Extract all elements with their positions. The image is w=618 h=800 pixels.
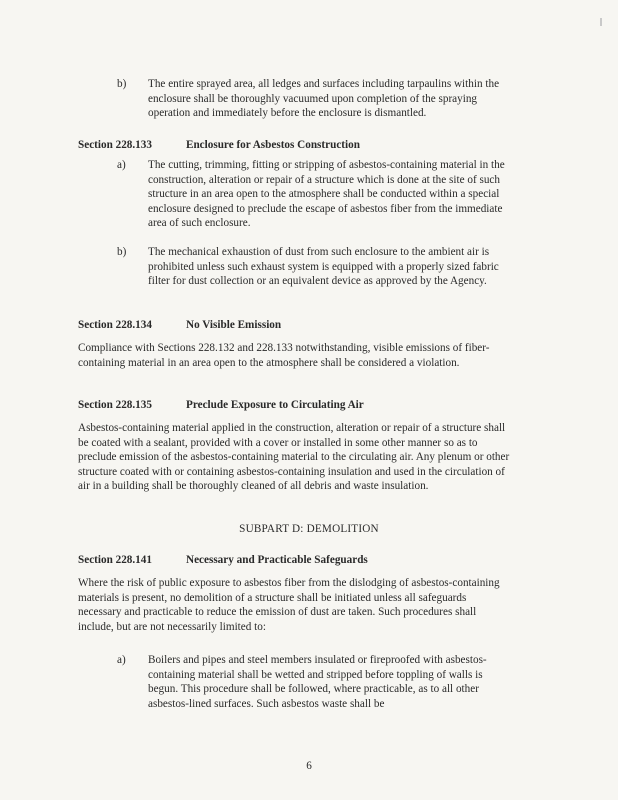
item-label: b) [117, 246, 127, 258]
list-item-a-cutting [117, 158, 512, 231]
item-label: b) [117, 78, 127, 90]
item-label: a) [117, 654, 126, 666]
section-number: Section 228.134 [78, 319, 152, 331]
section-228-141-text: Where the risk of public exposure to asbestos fiber from the dislodging of asbestos-containing materials is present, no demolition of a structure shall be initiated unless all safeguards necessary and practicable to reduce the emission of dust are taken. Such procedures shall include, but are not necessarily limited to: [78, 577, 500, 633]
section-heading-228-135 [78, 398, 364, 412]
section-title: Enclosure for Asbestos Construction [186, 139, 360, 151]
section-title: Preclude Exposure to Circulating Air [186, 399, 364, 411]
list-item-a-boilers [117, 653, 512, 711]
item-label: a) [117, 159, 126, 171]
section-number: Section 228.141 [78, 554, 152, 566]
list-item-b-spraying [117, 77, 512, 121]
item-text: Boilers and pipes and steel members insulated or fireproofed with asbestos-containing material shall be wetted and stripped before toppling of walls is begun. This procedure shall be followed, where practicable, as to all other asbestos-lined surfaces. Such asbestos waste shall be [148, 654, 487, 710]
page-number: 6 [306, 760, 312, 772]
section-228-134-text: Compliance with Sections 228.132 and 228.133 notwithstanding, visible emissions of fiber-containing material in an area open to the atmosphere shall be considered a violation. [78, 342, 490, 369]
section-title: No Visible Emission [186, 319, 282, 331]
section-title: Necessary and Practicable Safeguards [186, 554, 368, 566]
section-number: Section 228.133 [78, 139, 152, 151]
section-heading-228-134 [78, 318, 281, 332]
item-text: The mechanical exhaustion of dust from such enclosure to the ambient air is prohibited unless such exhaust system is equipped with a properly sized fabric filter for dust collection or an equivalent device as approved by the Agency. [148, 246, 499, 287]
section-heading-228-141 [78, 553, 368, 567]
list-item-b-exhaustion [117, 245, 512, 289]
section-number: Section 228.135 [78, 399, 152, 411]
scan-mark [600, 18, 602, 26]
subpart-heading: SUBPART D: DEMOLITION [239, 523, 379, 535]
section-228-135-text: Asbestos-containing material applied in the construction, alteration or repair of a structure shall be coated with a sealant, provided with a cover or installed in some other manner so as to preclude emission of the asbestos-containing material to the circulating air. Any plenum or other structure coated with or containing asbestos-containing insulation and used in the circulation of air in a building shall be thoroughly cleaned of all debris and waste insulation. [78, 422, 510, 492]
section-heading-228-133 [78, 138, 360, 152]
item-text: The entire sprayed area, all ledges and surfaces including tarpaulins within the enclosure shall be thoroughly vacuumed upon completion of the spraying operation and immediately before the enclosure is dismantled. [148, 78, 500, 119]
item-text: The cutting, trimming, fitting or stripping of asbestos-containing material in the construction, alteration or repair of a structure which is done at the site of such structure in an area open to the atmosphere shall be conducted within a special enclosure designed to preclude the escape of asbestos fiber from the immediate area of such enclosure. [148, 159, 505, 229]
